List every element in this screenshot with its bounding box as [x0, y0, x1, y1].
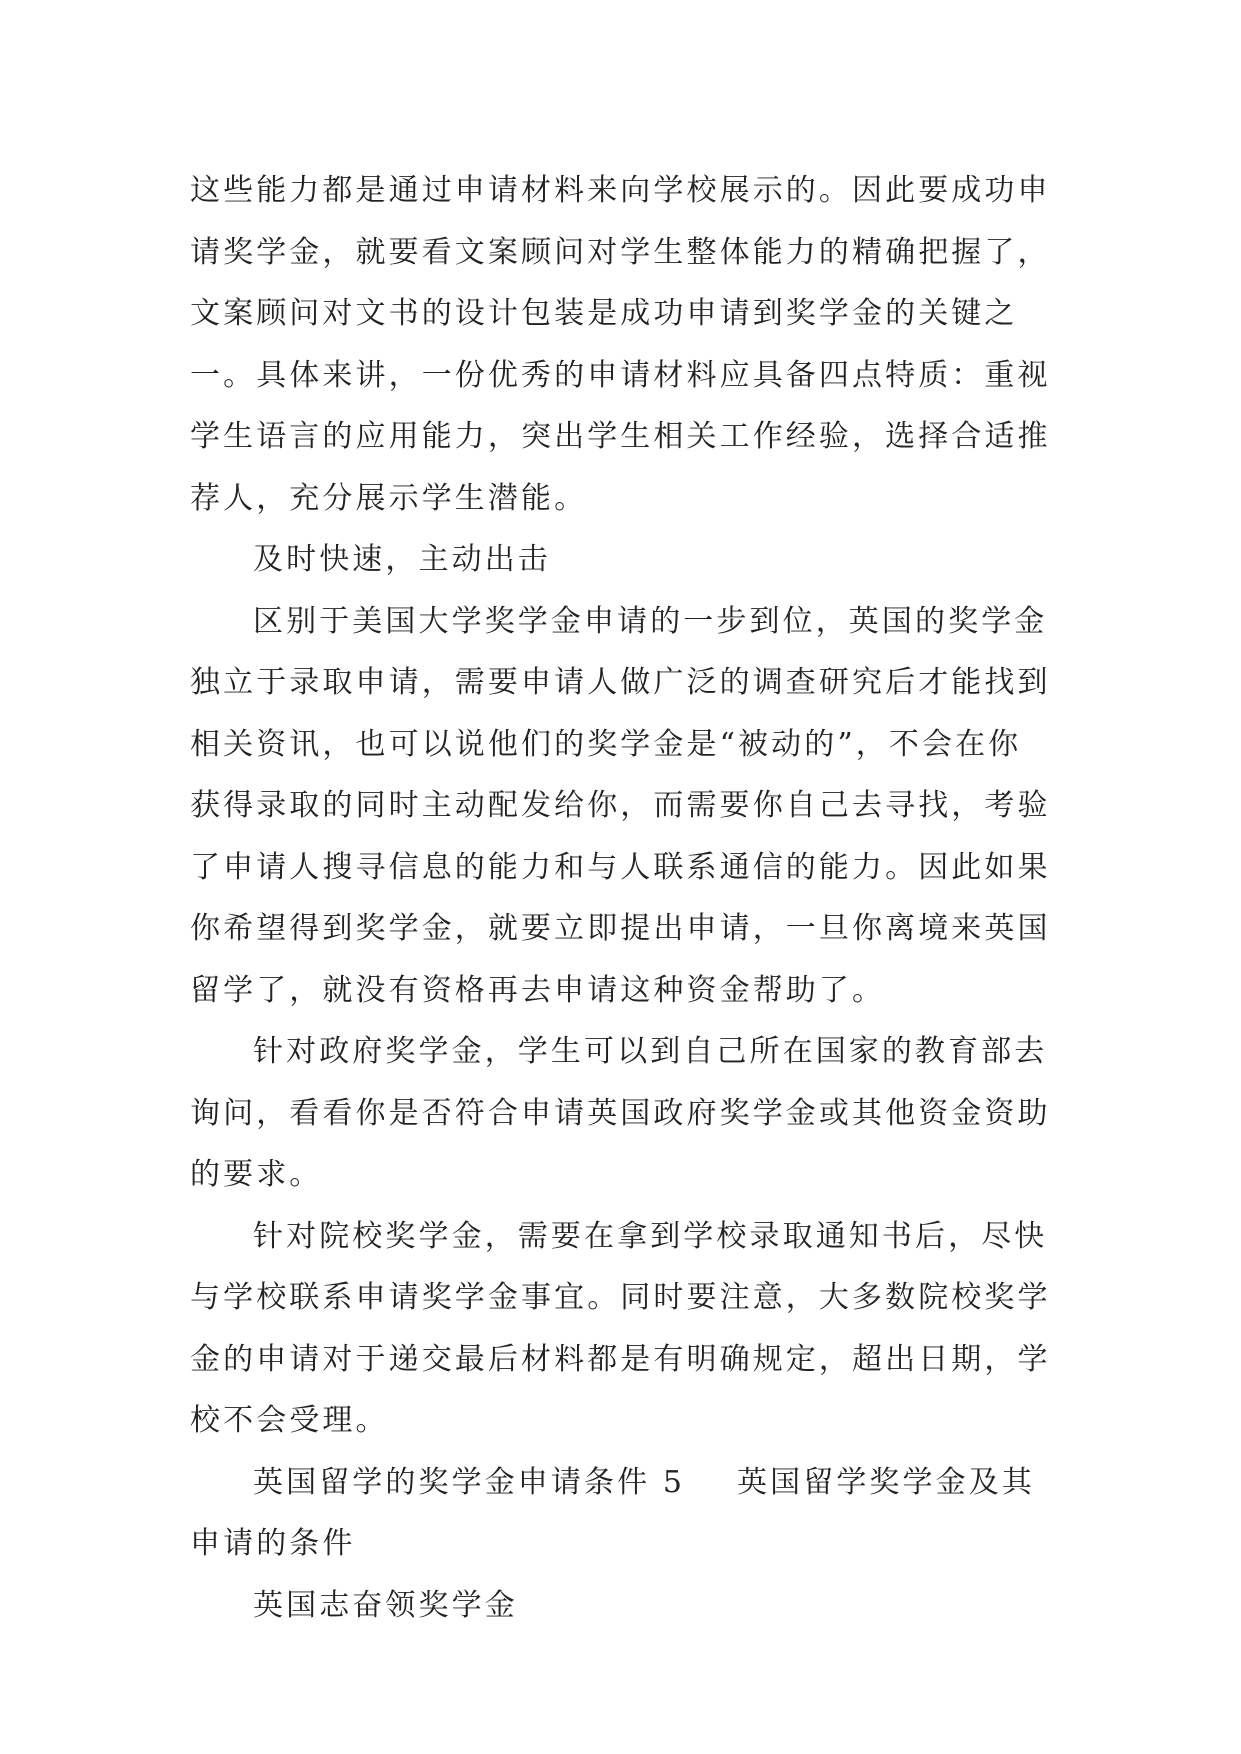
- section-subtitle: 英国留学奖学金及其: [737, 1464, 1035, 1500]
- section-subtitle-continued: 申请的条件: [190, 1526, 356, 1561]
- text-line: 与学校联系申请奖学金事宜。同时要注意，大多数院校奖学: [190, 1280, 1051, 1315]
- section-title: 英国留学的奖学金申请条件 5: [253, 1464, 686, 1500]
- document-body: [190, 160, 1050, 1636]
- text-line: 区别于美国大学奖学金申请的一步到位，英国的奖学金: [253, 603, 1048, 639]
- text-line: 文案顾问对文书的设计包装是成功申请到奖学金的关键之: [190, 296, 1018, 331]
- text-line: 一。具体来讲，一份优秀的申请材料应具备四点特质：重视: [190, 357, 1051, 393]
- text-line: 这些能力都是通过申请材料来向学校展示的。因此要成功申: [190, 173, 1051, 208]
- text-line: 留学了，就没有资格再去申请这种资金帮助了。: [190, 972, 886, 1008]
- text-line: 了申请人搜寻信息的能力和与人联系通信的能力。因此如果: [190, 849, 1051, 885]
- text-line: 的要求。: [190, 1157, 323, 1192]
- text-line: 学生语言的应用能力，突出学生相关工作经验，选择合适推: [190, 419, 1051, 454]
- text-line: 针对院校奖学金，需要在拿到学校录取通知书后，尽快: [253, 1218, 1048, 1254]
- section-heading-row: [190, 1452, 1050, 1514]
- text-line: 校不会受理。: [190, 1403, 389, 1438]
- text-line: 请奖学金，就要看文案顾问对学生整体能力的精确把握了，: [190, 234, 1051, 270]
- section-heading: 及时快速，主动出击: [253, 542, 551, 577]
- section-heading: 英国志奋领奖学金: [253, 1587, 518, 1623]
- text-line: 金的申请对于递交最后材料都是有明确规定，超出日期，学: [190, 1341, 1051, 1377]
- text-line: 荐人，充分展示学生潜能。: [190, 480, 588, 516]
- text-line: 你希望得到奖学金，就要立即提出申请，一旦你离境来英国: [190, 911, 1051, 946]
- text-line: 针对政府奖学金，学生可以到自己所在国家的教育部去: [253, 1034, 1048, 1069]
- text-line: 询问，看看你是否符合申请英国政府奖学金或其他资金资助: [190, 1095, 1051, 1131]
- text-line: 独立于录取申请，需要申请人做广泛的调查研究后才能找到: [190, 665, 1051, 700]
- text-line: 获得录取的同时主动配发给你，而需要你自己去寻找，考验: [190, 788, 1051, 823]
- text-line: 相关资讯，也可以说他们的奖学金是“被动的”，不会在你: [190, 726, 1022, 762]
